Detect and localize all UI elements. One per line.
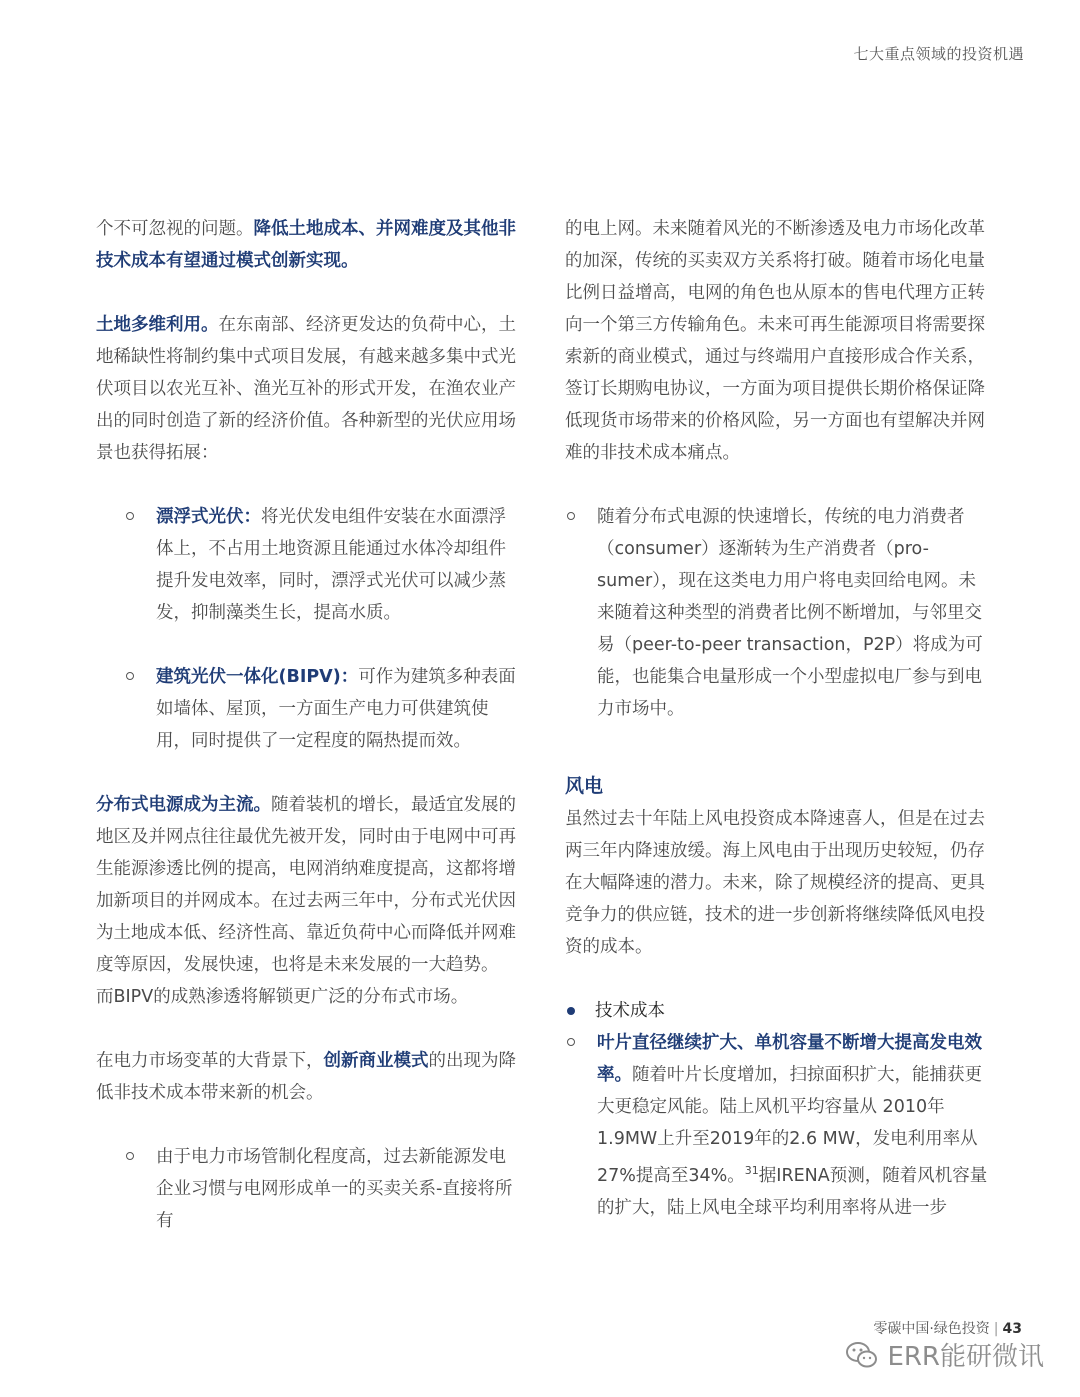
circle-bullet-icon — [126, 672, 134, 680]
right-column — [565, 213, 990, 1224]
sub-item-floating-pv: 漂浮式光伏：将光伏发电组件安装在水面漂浮体上，不占用土地资源且能通过水体冷却组件提升发电效率，同时，漂浮式光伏可以减少蒸发，抑制藻类生长，提高水质。 — [96, 501, 516, 629]
report-name: 零碳中国·绿色投资 — [873, 1321, 990, 1337]
sub-item-blade-diameter: 叶片直径继续扩大、单机容量不断增大提高发电效率。随着叶片长度增加，扫掠面积扩大，能捕获更大更稳定风能。陆上风机平均容量从 2010年1.9MW上升至2019年的2.6 MW，发电利用率从27%提高至34%。$^{31}$据IRENA预测，随着风机容量的扩大，陆上风电全球平均利用率将从进一步 — [565, 1027, 990, 1224]
sub-item-prosumer: 随着分布式电源的快速增长，传统的电力消费者（consumer）逐渐转为生产消费者（pro-sumer），现在这类电力用户将电卖回给电网。未来随着这种类型的消费者比例不断增加，与邻里交易（peer-to-peer transaction，P2P）将成为可能，也能集合电量形成一个小型虚拟电厂参与到电力市场中。 — [565, 501, 990, 725]
sub-item-market-regulation: 由于电力市场管制化程度高，过去新能源发电企业习惯与电网形成单一的买卖关系-直接将所有 — [96, 1141, 516, 1237]
filled-bullet-icon — [567, 1007, 575, 1015]
page-number: 43 — [1002, 1321, 1022, 1337]
watermark-text: ERR能研微讯 — [887, 1342, 1044, 1372]
circle-bullet-icon — [126, 512, 134, 520]
right-paragraph-1: 的电上网。未来随着风光的不断渗透及电力市场化改革的加深，传统的买卖双方关系将打破。随着市场化电量比例日益增高，电网的角色也从原本的售电代理方正转向一个第三方传输角色。未来可再生能源项目将需要探索新的商业模式，通过与终端用户直接形成合作关系，签订长期购电协议，一方面为项目提供长期价格保证降低现货市场带来的价格风险，另一方面也有望解决并网难的非技术成本痛点。 — [565, 219, 985, 463]
left-paragraph-2: 土地多维利用。在东南部、经济更发达的负荷中心，土地稀缺性将制约集中式项目发展，有越来越多集中式光伏项目以农光互补、渔光互补的形式开发，在渔农业产出的同时创造了新的经济价值。各种新型的光伏应用场景也获得拓展： — [96, 315, 516, 463]
left-paragraph-3: 分布式电源成为主流。随着装机的增长，最适宜发展的地区及并网点往往最优先被开发，同时由于电网中可再生能源渗透比例的提高，电网消纳难度提高，这都将增加新项目的并网成本。在过去两三年中，分布式光伏因为土地成本低、经济性高、靠近负荷中心而降低并网难度等原因，发展快速，也将是未来发展的一大趋势。 而BIPV的成熟渗透将解锁更广泛的分布式市场。 — [96, 795, 516, 1007]
circle-bullet-icon — [567, 1038, 575, 1046]
section-header: 七大重点领域的投资机遇 — [853, 45, 1024, 63]
sub-item-bipv: 建筑光伏一体化(BIPV)：可作为建筑多种表面如墙体、屋顶，一方面生产电力可供建筑使用，同时提供了一定程度的隔热提而效。 — [96, 661, 516, 757]
bullet-tech-cost: 技术成本 — [565, 995, 990, 1027]
wind-section-title: 风电 — [565, 775, 604, 797]
wechat-icon — [845, 1340, 879, 1370]
footnote-marker: 31 — [744, 1164, 759, 1177]
circle-bullet-icon — [567, 512, 575, 520]
left-paragraph-1: 个不可忽视的问题。降低土地成本、并网难度及其他非技术成本有望通过模式创新实现。 — [96, 219, 516, 271]
wind-paragraph: 虽然过去十年陆上风电投资成本降速喜人，但是在过去两三年内降速放缓。海上风电由于出现历史较短，仍存在大幅降速的潜力。未来，除了规模经济的提高、更具竞争力的供应链，技术的进一步创新将继续降低风电投资的成本。 — [565, 809, 985, 957]
left-column — [96, 213, 516, 1237]
circle-bullet-icon — [126, 1152, 134, 1160]
left-paragraph-4: 在电力市场变革的大背景下，创新商业模式的出现为降低非技术成本带来新的机会。 — [96, 1051, 516, 1103]
page-footer — [873, 1318, 1022, 1338]
watermark — [845, 1336, 1044, 1373]
footer-separator: | — [993, 1321, 999, 1337]
